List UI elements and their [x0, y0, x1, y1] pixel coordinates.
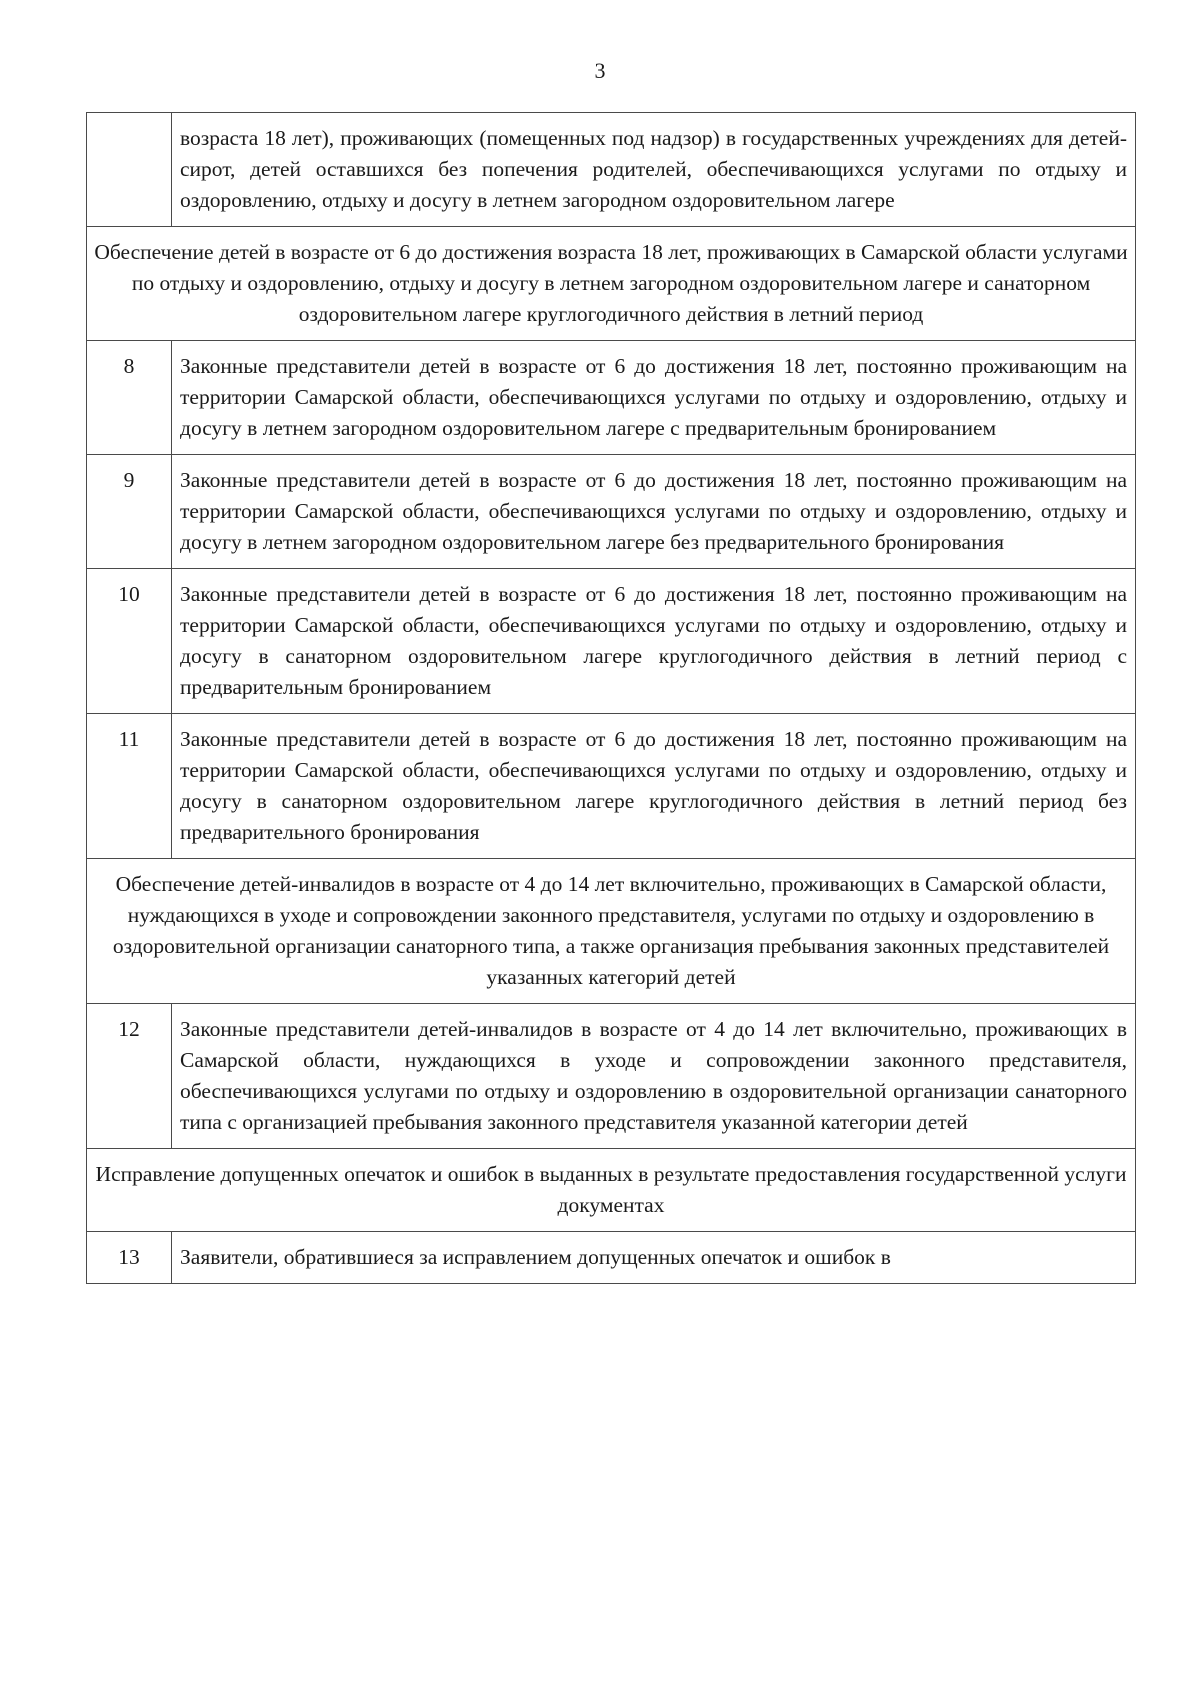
row-number-cell: 12 [87, 1004, 172, 1149]
section-heading: Обеспечение детей-инвалидов в возрасте от 4 до 14 лет включительно, проживающих в Самарской области, нуждающихся в уходе и сопровождении законного представителя, услугами по отдыху и оздоровлению в оздоровительной организации санаторного типа, а также организация пребывания законных представителей указанных категорий детей [87, 859, 1136, 1004]
table-row [87, 341, 1136, 455]
row-text-cell: Законные представители детей в возрасте от 6 до достижения 18 лет, постоянно проживающим на территории Самарской области, обеспечивающихся услугами по отдыху и оздоровлению, отдыху и досугу в санаторном оздоровительном лагере круглогодичного действия в летний период с предварительным бронированием [172, 569, 1136, 714]
row-text-cell: Законные представители детей в возрасте от 6 до достижения 18 лет, постоянно проживающим на территории Самарской области, обеспечивающихся услугами по отдыху и оздоровлению, отдыху и досугу в летнем загородном оздоровительном лагере с предварительным бронированием [172, 341, 1136, 455]
row-text-cell: Законные представители детей-инвалидов в возрасте от 4 до 14 лет включительно, проживающих в Самарской области, нуждающихся в уходе и сопровождении законного представителя, обеспечивающихся услугами по отдыху и оздоровлению в оздоровительной организации санаторного типа с организацией пребывания законного представителя указанной категории детей [172, 1004, 1136, 1149]
row-text-cell: Заявители, обратившиеся за исправлением допущенных опечаток и ошибок в [172, 1232, 1136, 1284]
row-text-cell: возраста 18 лет), проживающих (помещенных под надзор) в государственных учреждениях для детей-сирот, детей оставшихся без попечения родителей, обеспечивающихся услугами по отдыху и оздоровлению, отдыху и досугу в летнем загородном оздоровительном лагере [172, 113, 1136, 227]
row-number-cell: 11 [87, 714, 172, 859]
table-row [87, 1232, 1136, 1284]
table-row [87, 569, 1136, 714]
table-row [87, 1004, 1136, 1149]
table-row [87, 714, 1136, 859]
applicant-categories-table [86, 112, 1136, 1284]
row-text-cell: Законные представители детей в возрасте от 6 до достижения 18 лет, постоянно проживающим на территории Самарской области, обеспечивающихся услугами по отдыху и оздоровлению, отдыху и досугу в санаторном оздоровительном лагере круглогодичного действия в летний период без предварительного бронирования [172, 714, 1136, 859]
table-row [87, 113, 1136, 227]
row-number-cell: 9 [87, 455, 172, 569]
table-row [87, 455, 1136, 569]
row-number-cell: 13 [87, 1232, 172, 1284]
section-heading-row [87, 227, 1136, 341]
row-text-cell: Законные представители детей в возрасте от 6 до достижения 18 лет, постоянно проживающим на территории Самарской области, обеспечивающихся услугами по отдыху и оздоровлению, отдыху и досугу в летнем загородном оздоровительном лагере без предварительного бронирования [172, 455, 1136, 569]
row-number-cell: 8 [87, 341, 172, 455]
section-heading: Исправление допущенных опечаток и ошибок в выданных в результате предоставления государственной услуги документах [87, 1149, 1136, 1232]
section-heading: Обеспечение детей в возрасте от 6 до достижения возраста 18 лет, проживающих в Самарской области услугами по отдыху и оздоровлению, отдыху и досугу в летнем загородном оздоровительном лагере и санаторном оздоровительном лагере круглогодичного действия в летний период [87, 227, 1136, 341]
page-number: 3 [594, 58, 606, 83]
section-heading-row [87, 1149, 1136, 1232]
row-number-cell [87, 113, 172, 227]
row-number-cell: 10 [87, 569, 172, 714]
section-heading-row [87, 859, 1136, 1004]
